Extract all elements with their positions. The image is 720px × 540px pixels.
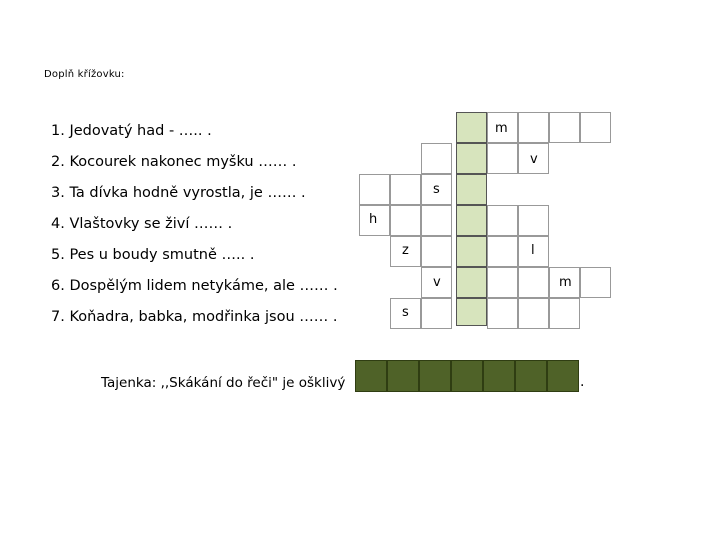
- crossword-cell[interactable]: [359, 205, 390, 236]
- tajenka-cell[interactable]: [483, 360, 515, 392]
- crossword-cell[interactable]: [549, 267, 580, 298]
- crossword-cell[interactable]: [487, 236, 518, 267]
- crossword-cell[interactable]: [456, 205, 487, 236]
- crossword-cell[interactable]: [549, 298, 580, 329]
- tajenka-cell[interactable]: [515, 360, 547, 392]
- grid-letter: s: [402, 305, 409, 320]
- crossword-cell[interactable]: [580, 112, 611, 143]
- crossword-cell[interactable]: [421, 174, 452, 205]
- tajenka-cell[interactable]: [387, 360, 419, 392]
- tajenka-cell[interactable]: [419, 360, 451, 392]
- crossword-cell[interactable]: [390, 205, 421, 236]
- crossword-cell[interactable]: [456, 267, 487, 298]
- crossword-cell[interactable]: [487, 298, 518, 329]
- crossword-cell[interactable]: [580, 267, 611, 298]
- grid-letter: l: [531, 243, 535, 258]
- grid-letter: m: [495, 121, 508, 136]
- crossword-cell[interactable]: [518, 112, 549, 143]
- crossword-heading: Doplň křížovku:: [44, 69, 125, 80]
- crossword-cell[interactable]: [421, 298, 452, 329]
- crossword-cell[interactable]: [456, 112, 487, 143]
- crossword-cell[interactable]: [518, 236, 549, 267]
- crossword-cell[interactable]: [487, 205, 518, 236]
- tajenka-end-mark: .: [580, 374, 585, 390]
- crossword-cell[interactable]: [390, 174, 421, 205]
- grid-letter: h: [369, 212, 378, 227]
- crossword-cell[interactable]: [421, 267, 452, 298]
- crossword-cell[interactable]: [421, 236, 452, 267]
- tajenka-label: Tajenka: ,,Skákání do řeči" je ošklivý: [101, 375, 346, 391]
- clue-2: 2. Kocourek nakonec myšku …… .: [51, 154, 297, 170]
- grid-letter: m: [559, 275, 572, 290]
- crossword-cell[interactable]: [518, 205, 549, 236]
- crossword-cell[interactable]: [390, 298, 421, 329]
- clue-1: 1. Jedovatý had - ….. .: [51, 123, 212, 139]
- crossword-cell[interactable]: [456, 236, 487, 267]
- grid-letter: z: [402, 243, 409, 258]
- crossword-cell[interactable]: [456, 143, 487, 174]
- tajenka-cell[interactable]: [547, 360, 579, 392]
- crossword-cell[interactable]: [487, 143, 518, 174]
- tajenka-cell[interactable]: [451, 360, 483, 392]
- crossword-cell[interactable]: [518, 267, 549, 298]
- crossword-cell[interactable]: [421, 205, 452, 236]
- grid-letter: s: [433, 182, 440, 197]
- clue-5: 5. Pes u boudy smutně ….. .: [51, 247, 255, 263]
- clue-7: 7. Koňadra, babka, modřinka jsou …… .: [51, 309, 338, 325]
- clue-4: 4. Vlaštovky se živí …… .: [51, 216, 233, 232]
- crossword-cell[interactable]: [456, 298, 487, 326]
- crossword-cell[interactable]: [421, 143, 452, 174]
- crossword-cell[interactable]: [359, 174, 390, 205]
- crossword-cell[interactable]: [487, 112, 518, 143]
- clue-6: 6. Dospělým lidem netykáme, ale …… .: [51, 278, 338, 294]
- grid-letter: v: [433, 275, 441, 290]
- crossword-cell[interactable]: [518, 298, 549, 329]
- grid-letter: v: [530, 152, 538, 167]
- crossword-cell[interactable]: [487, 267, 518, 298]
- clue-3: 3. Ta dívka hodně vyrostla, je …… .: [51, 185, 306, 201]
- tajenka-cell[interactable]: [355, 360, 387, 392]
- crossword-cell[interactable]: [518, 143, 549, 174]
- crossword-cell[interactable]: [390, 236, 421, 267]
- crossword-cell[interactable]: [549, 112, 580, 143]
- crossword-cell[interactable]: [456, 174, 487, 205]
